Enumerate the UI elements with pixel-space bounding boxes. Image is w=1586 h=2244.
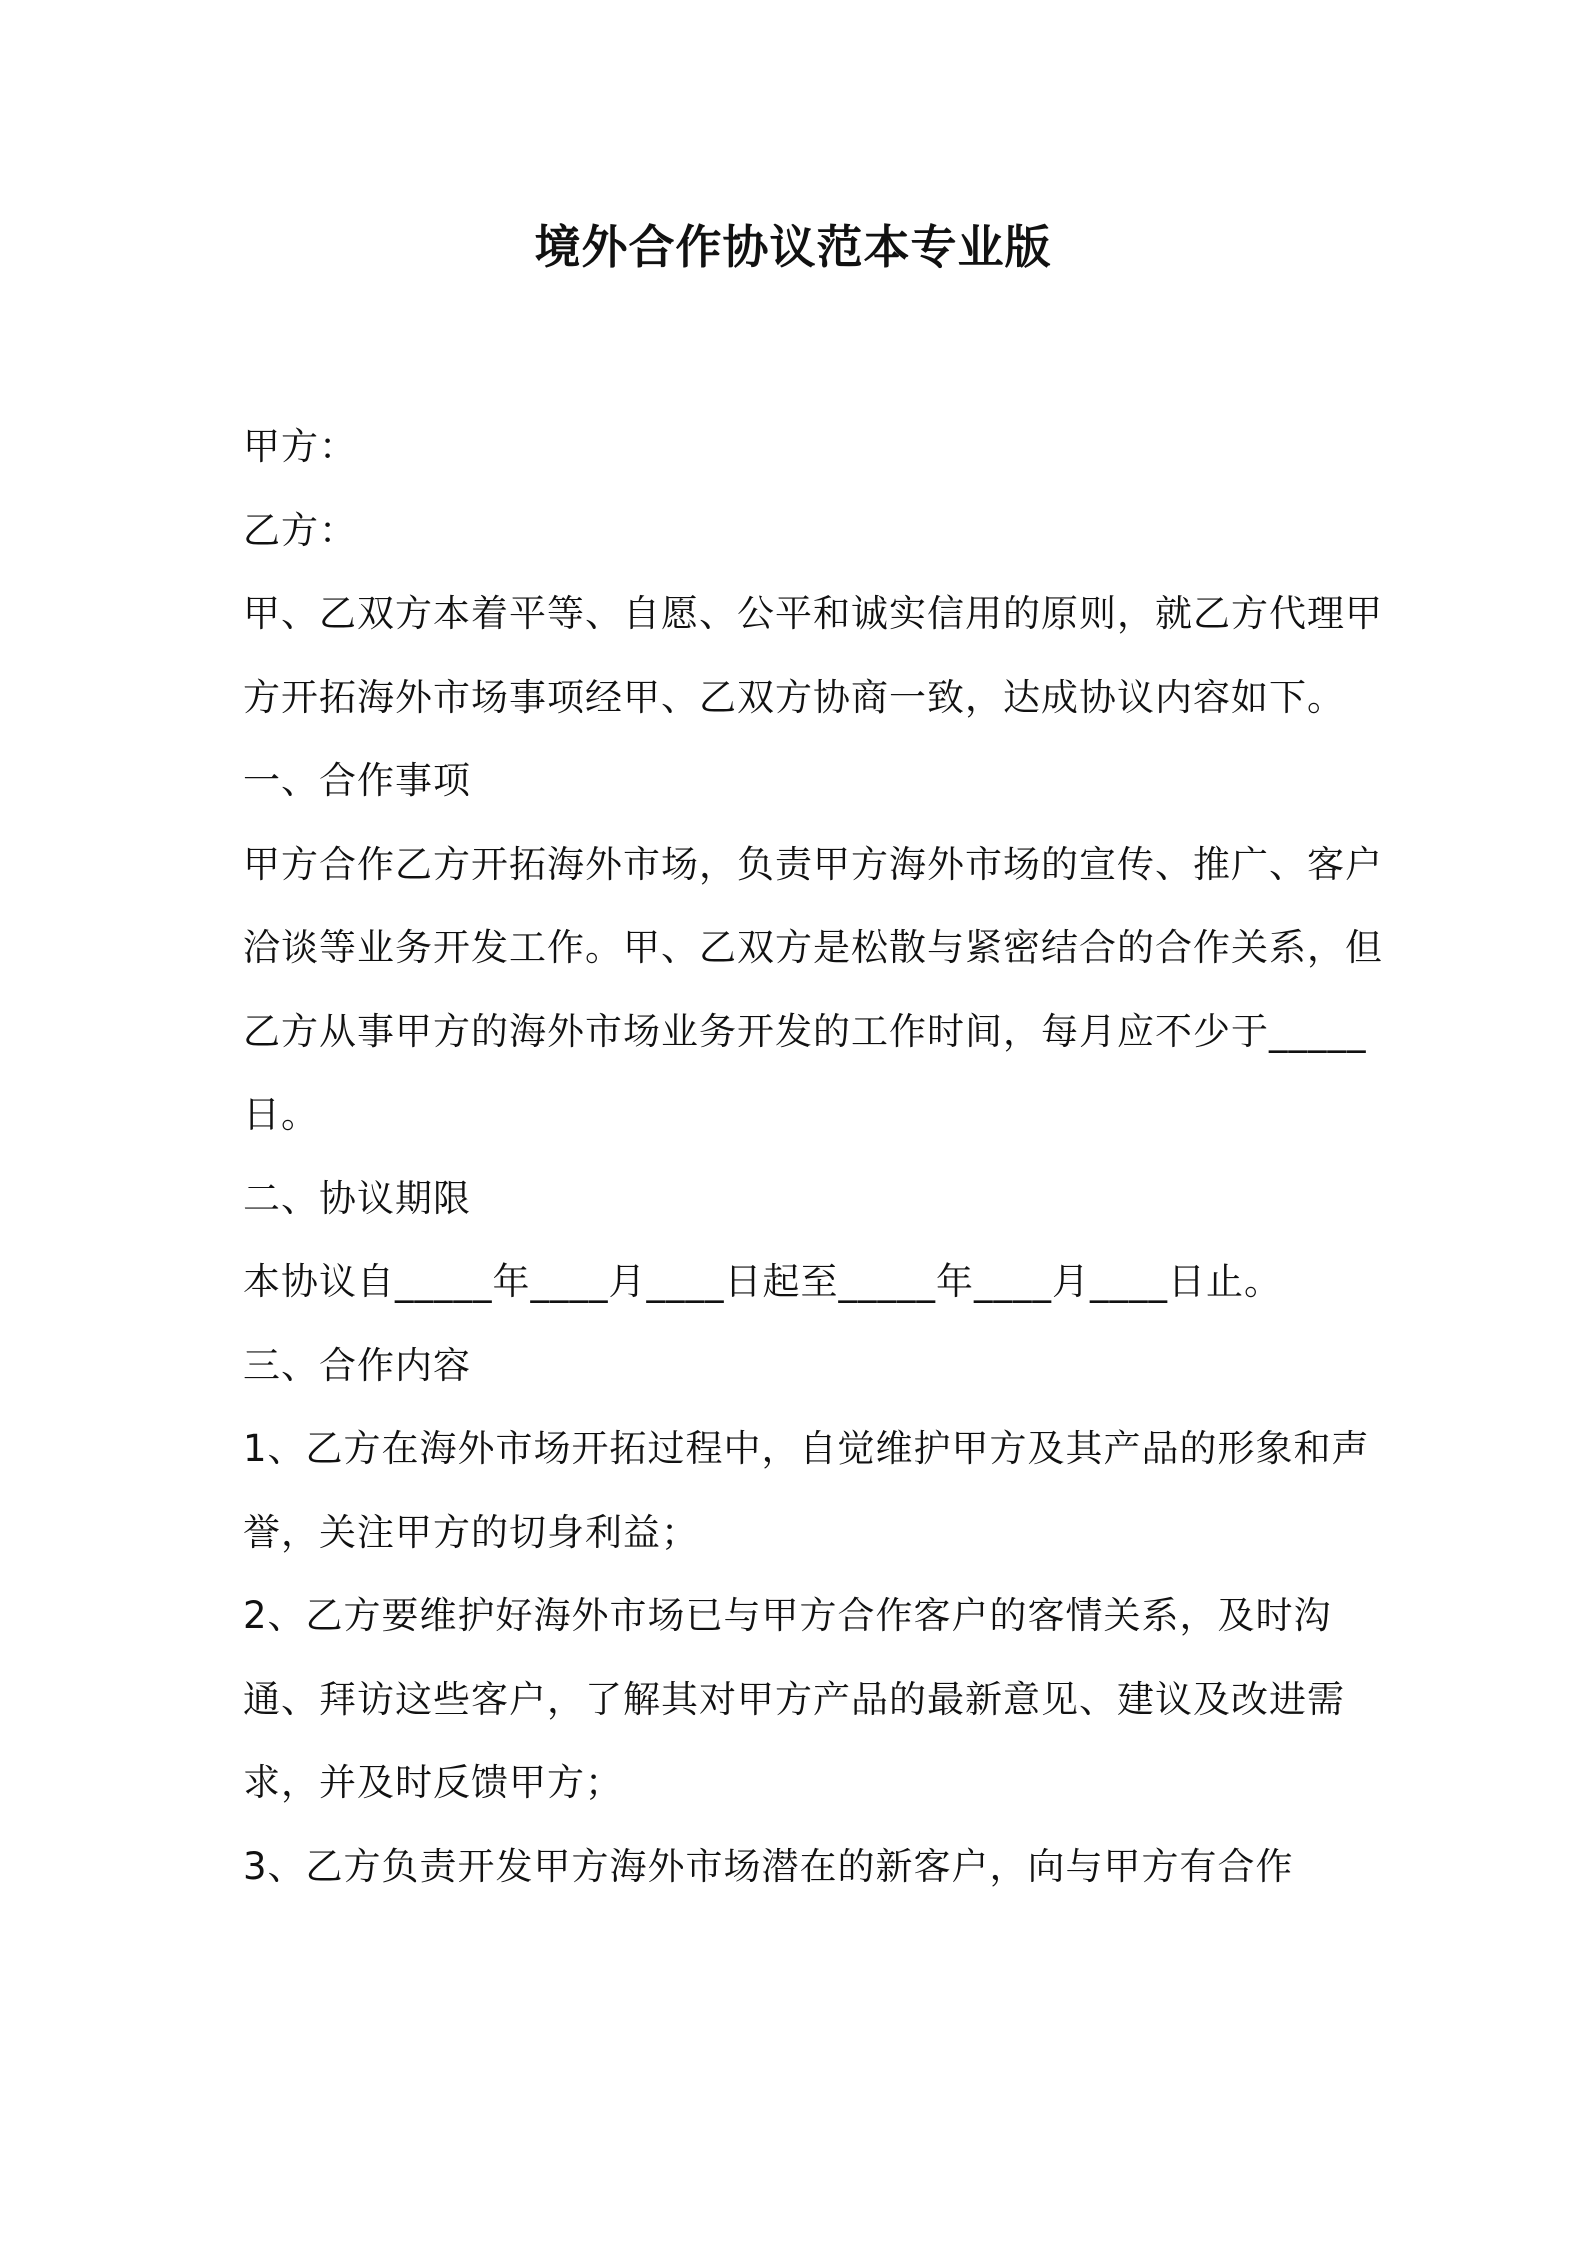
section-3-heading: 三、合作内容 <box>243 1343 471 1387</box>
document-title: 境外合作协议范本专业版 <box>534 220 1052 274</box>
section-1-paragraph: 甲方合作乙方开拓海外市场，负责甲方海外市场的宣传、推广、客户洽谈等业务开发工作。甲、乙双方是松散与紧密结合的合作关系，但乙方从事甲方的海外市场业务开发的工作时间，每月应不少于_____日。 <box>243 842 1383 1136</box>
party-b-line: 乙方： <box>243 508 357 552</box>
section-3-item-3: 3、乙方负责开发甲方海外市场潜在的新客户，向与甲方有合作 <box>243 1844 1294 1888</box>
section-3-item-1: 1、乙方在海外市场开拓过程中，自觉维护甲方及其产品的形象和声誉，关注甲方的切身利益； <box>243 1427 1370 1554</box>
section-2-heading: 二、协议期限 <box>243 1176 471 1220</box>
party-a-line: 甲方： <box>243 425 357 468</box>
section-3-item-2: 2、乙方要维护好海外市场已与甲方合作客户的客情关系，及时沟通、拜访这些客户，了解其对甲方产品的最新意见、建议及改进需求，并及时反馈甲方； <box>243 1594 1345 1804</box>
section-2-paragraph: 本协议自_____年____月____日起至_____年____月____日止。 <box>243 1260 1282 1303</box>
preamble-paragraph: 甲、乙双方本着平等、自愿、公平和诚实信用的原则，就乙方代理甲方开拓海外市场事项经甲、乙双方协商一致，达成协议内容如下。 <box>243 592 1383 719</box>
document-body <box>243 405 1388 1908</box>
section-1-heading: 一、合作事项 <box>243 759 471 802</box>
